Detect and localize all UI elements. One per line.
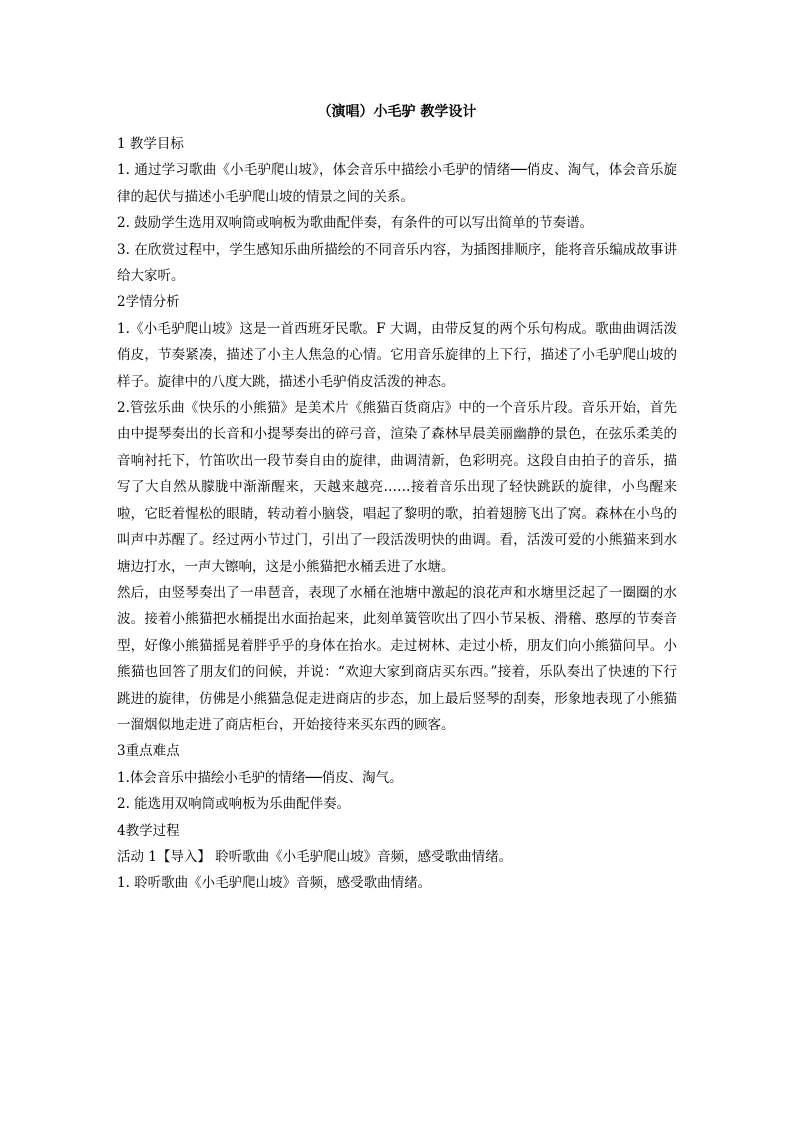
section-heading-objectives: 1 教学目标: [117, 136, 184, 152]
paragraph-objective-2: 2. 鼓励学生选用双响筒或响板为歌曲配伴奏，有条件的可以写出简单的节奏谱。: [117, 215, 594, 232]
document-title: （演唱）小毛驴 教学设计: [317, 104, 477, 120]
paragraph-objective-3: 3. 在欣赏过程中，学生感知乐曲所描绘的不同音乐内容，为插图排顺序，能将音乐编成故事讲给大家听。: [117, 241, 677, 285]
section-heading-key-points: 3重点难点: [117, 743, 180, 760]
paragraph-process-step-1: 1. 聆听歌曲《小毛驴爬山坡》音频，感受歌曲情绪。: [117, 875, 432, 892]
paragraph-key-point-2: 2. 能选用双响筒或响板为乐曲配伴奏。: [117, 796, 351, 813]
document-body: [117, 131, 677, 897]
paragraph-objective-1: 1. 通过学习歌曲《小毛驴爬山坡》，体会音乐中描绘小毛驴的情绪──俏皮、淘气，体会音乐旋律的起伏与描述小毛驴爬山坡的情景之间的关系。: [117, 162, 677, 205]
section-heading-process: 4教学过程: [117, 822, 180, 839]
paragraph-analysis-2: 2.管弦乐曲《快乐的小熊猫》是美术片《熊猫百货商店》中的一个音乐片段。音乐开始，首先由中提琴奏出的长音和小提琴奏出的碎弓音，渲染了森林早晨美丽幽静的景色，在弦乐柔美的音响衬托下，竹笛吹出一段节奏自由的旋律，曲调清新，色彩明亮。这段自由拍子的音乐，描写了大自然从朦胧中渐渐醒来，天越来越亮……接着音乐出现了轻快跳跃的旋律，小鸟醒来啦，它眨着惺松的眼睛，转动着小脑袋，唱起了黎明的歌，拍着翅膀飞出了窝。森林在小鸟的叫声中苏醒了。经过两小节过门，引出了一段活泼明快的曲调。看，活泼可爱的小熊猫来到水塘边打水，一声大镲响，这是小熊猫把水桶丢进了水塘。: [117, 400, 677, 575]
paragraph-key-point-1: 1.体会音乐中描绘小毛驴的情绪──俏皮、淘气。: [117, 769, 403, 786]
section-heading-analysis: 2学情分析: [117, 294, 180, 311]
paragraph-analysis-3: 然后，由竖琴奏出了一串琶音，表现了水桶在池塘中激起的浪花声和水塘里泛起了一圈圈的水波。接着小熊猫把水桶提出水面抬起来，此刻单簧管吹出了四小节呆板、滑稽、憨厚的节奏音型，好像小熊猫摇晃着胖乎乎的身体在抬水。走过树林、走过小桥，朋友们向小熊猫问早。小熊猫也回答了朋友们的问候，并说：“欢迎大家到商店买东西。”接着，乐队奏出了快速的下行跳进的旋律，仿佛是小熊猫急促走进商店的步态，加上最后竖琴的刮奏，形象地表现了小熊猫一溜烟似地走进了商店柜台，开始接待来买东西的顾客。: [117, 584, 677, 733]
paragraph-analysis-1: 1.《小毛驴爬山坡》这是一首西班牙民歌。F 大调，由带反复的两个乐句构成。歌曲曲调活泼俏皮，节奏紧凑，描述了小主人焦急的心情。它用音乐旋律的上下行，描述了小毛驴爬山坡的样子。旋律中的八度大跳，描述小毛驴俏皮活泼的神态。: [117, 320, 677, 390]
paragraph-activity-1: 活动 1【导入】 聆听歌曲《小毛驴爬山坡》音频，感受歌曲情绪。: [117, 848, 513, 865]
